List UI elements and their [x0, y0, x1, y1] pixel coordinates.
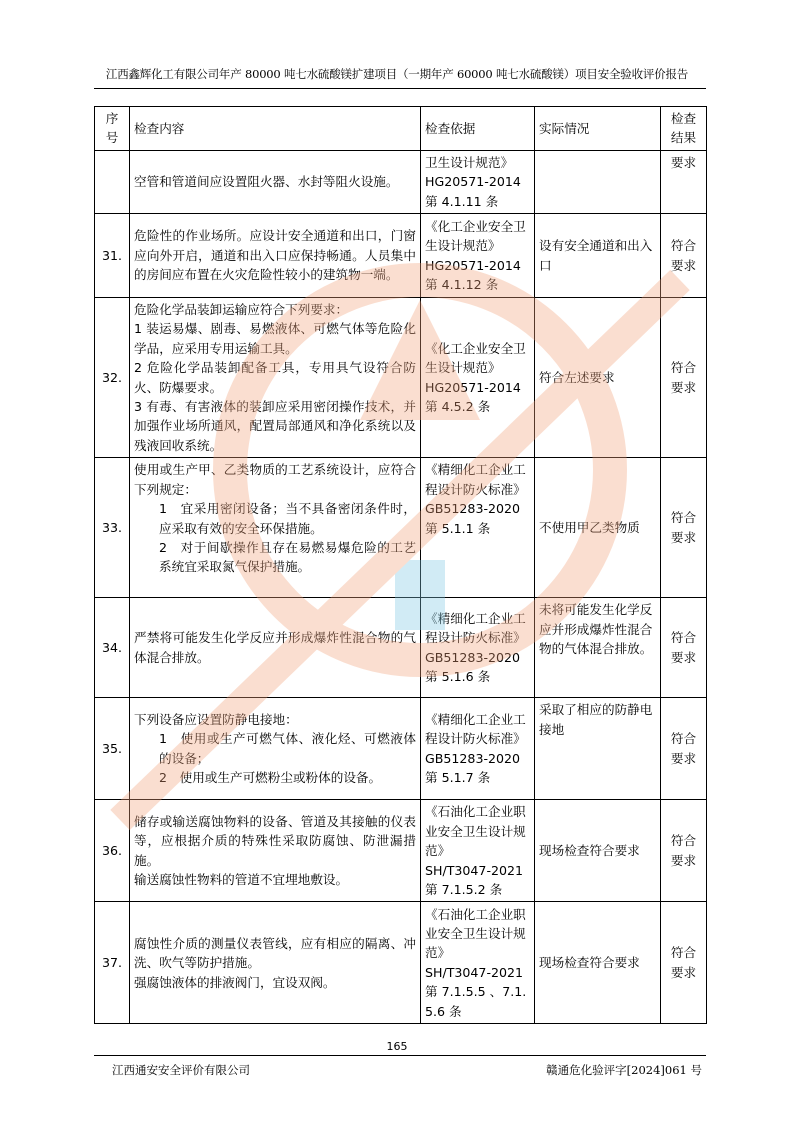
- row-num: 32.: [95, 298, 130, 458]
- row-content: 使用或生产甲、乙类物质的工艺系统设计，应符合下列规定： 1 宜采用密闭设备；当不具备密闭条件时，应采取有效的安全环保措施。 2 对于间歇操作且存在易燃易爆危险的工艺系统宜采取氮气保护措施。: [130, 458, 421, 598]
- header-content: 检查内容: [130, 107, 421, 151]
- row-num: 33.: [95, 458, 130, 598]
- row-actual: 设有安全通道和出入口: [535, 214, 661, 298]
- row-content: 腐蚀性介质的测量仪表管线，应有相应的隔离、冲洗、吹气等防护措施。 强腐蚀液体的排液阀门，宜设双阀。: [130, 902, 421, 1024]
- row-content: 空管和管道间应设置阻火器、水封等阻火设施。: [130, 150, 421, 213]
- row-basis: 《精细化工企业工程设计防火标准》 GB51283-2020 第 5.1.7 条: [421, 698, 535, 800]
- row-basis: 《化工企业安全卫生设计规范》 HG20571-2014 第 4.1.12 条: [421, 214, 535, 298]
- table-row: [95, 214, 707, 298]
- footer-divider: [94, 1055, 706, 1056]
- inspection-table: [94, 106, 707, 1024]
- table-row: [95, 150, 707, 213]
- table-row: [95, 298, 707, 458]
- row-basis: 《石油化工企业职业安全卫生设计规范》 SH/T3047-2021 第 7.1.5.5 、7.1.5.6 条: [421, 902, 535, 1024]
- row-result: 符合要求: [661, 458, 707, 598]
- footer-company: 江西通安安全评价有限公司: [112, 1063, 250, 1077]
- row-result: 符合要求: [661, 800, 707, 902]
- row-actual: 现场检查符合要求: [535, 800, 661, 902]
- row-num: 37.: [95, 902, 130, 1024]
- row-content: 危险性的作业场所。应设计安全通道和出口，门窗应向外开启，通道和出入口应保持畅通。人员集中的房间应布置在火灾危险性较小的建筑物一端。: [130, 214, 421, 298]
- table-row: [95, 698, 707, 800]
- header-divider: [94, 88, 706, 89]
- row-result: 符合要求: [661, 698, 707, 800]
- page-header-title: 江西鑫辉化工有限公司年产 80000 吨七水硫酸镁扩建项目（一期年产 60000 吨七水硫酸镁）项目安全验收评价报告: [105, 67, 689, 81]
- table-row: [95, 800, 707, 902]
- header-actual: 实际情况: [535, 107, 661, 151]
- row-content: 储存或输送腐蚀物料的设备、管道及其接触的仪表等，应根据介质的特殊性采取防腐蚀、防泄漏措施。 输送腐蚀性物料的管道不宜埋地敷设。: [130, 800, 421, 902]
- row-num: 35.: [95, 698, 130, 800]
- page-number: 165: [386, 1040, 408, 1053]
- row-actual: 采取了相应的防静电接地: [535, 698, 661, 800]
- row-result: 符合要求: [661, 298, 707, 458]
- row-num: 36.: [95, 800, 130, 902]
- row-basis: 《精细化工企业工程设计防火标准》 GB51283-2020 第 5.1.1 条: [421, 458, 535, 598]
- row-result: 符合要求: [661, 598, 707, 698]
- header-basis: 检查依据: [421, 107, 535, 151]
- row-actual: 未将可能发生化学反应并形成爆炸性混合物的气体混合排放。: [535, 598, 661, 698]
- header-result: 检查 结果: [661, 107, 707, 151]
- table-row: [95, 902, 707, 1024]
- row-content: 危险化学品装卸运输应符合下列要求： 1 装运易爆、剧毒、易燃液体、可燃气体等危险化学品，应采用专用运输工具。 2 危险化学品装卸配备工具，专用具气设符合防火、防爆要求。 3 有毒、有害液体的装卸应采用密闭操作技术，并加强作业场所通风，配置局部通风和净化系统以及残液回收系统。: [130, 298, 421, 458]
- row-basis: 《化工企业安全卫生设计规范》 HG20571-2014 第 4.5.2 条: [421, 298, 535, 458]
- row-result: 要求: [661, 150, 707, 213]
- row-num: 31.: [95, 214, 130, 298]
- row-actual: 符合左述要求: [535, 298, 661, 458]
- row-num: 34.: [95, 598, 130, 698]
- table-header-row: [95, 107, 707, 151]
- row-basis: 《石油化工企业职业安全卫生设计规范》 SH/T3047-2021 第 7.1.5.2 条: [421, 800, 535, 902]
- header-num: 序 号: [95, 107, 130, 151]
- row-actual: 不使用甲乙类物质: [535, 458, 661, 598]
- footer-doc-number: 赣通危化验评字[2024]061 号: [546, 1063, 702, 1077]
- row-actual: [535, 150, 661, 213]
- row-content: 严禁将可能发生化学反应并形成爆炸性混合物的气体混合排放。: [130, 598, 421, 698]
- table-row: [95, 458, 707, 598]
- row-basis: 《精细化工企业工程设计防火标准》 GB51283-2020 第 5.1.6 条: [421, 598, 535, 698]
- row-content: 下列设备应设置防静电接地： 1 使用或生产可燃气体、液化烃、可燃液体的设备； 2 使用或生产可燃粉尘或粉体的设备。: [130, 698, 421, 800]
- row-result: 符合要求: [661, 214, 707, 298]
- row-actual: 现场检查符合要求: [535, 902, 661, 1024]
- row-result: 符合要求: [661, 902, 707, 1024]
- row-basis: 卫生设计规范》 HG20571-2014 第 4.1.11 条: [421, 150, 535, 213]
- row-num: [95, 150, 130, 213]
- table-row: [95, 598, 707, 698]
